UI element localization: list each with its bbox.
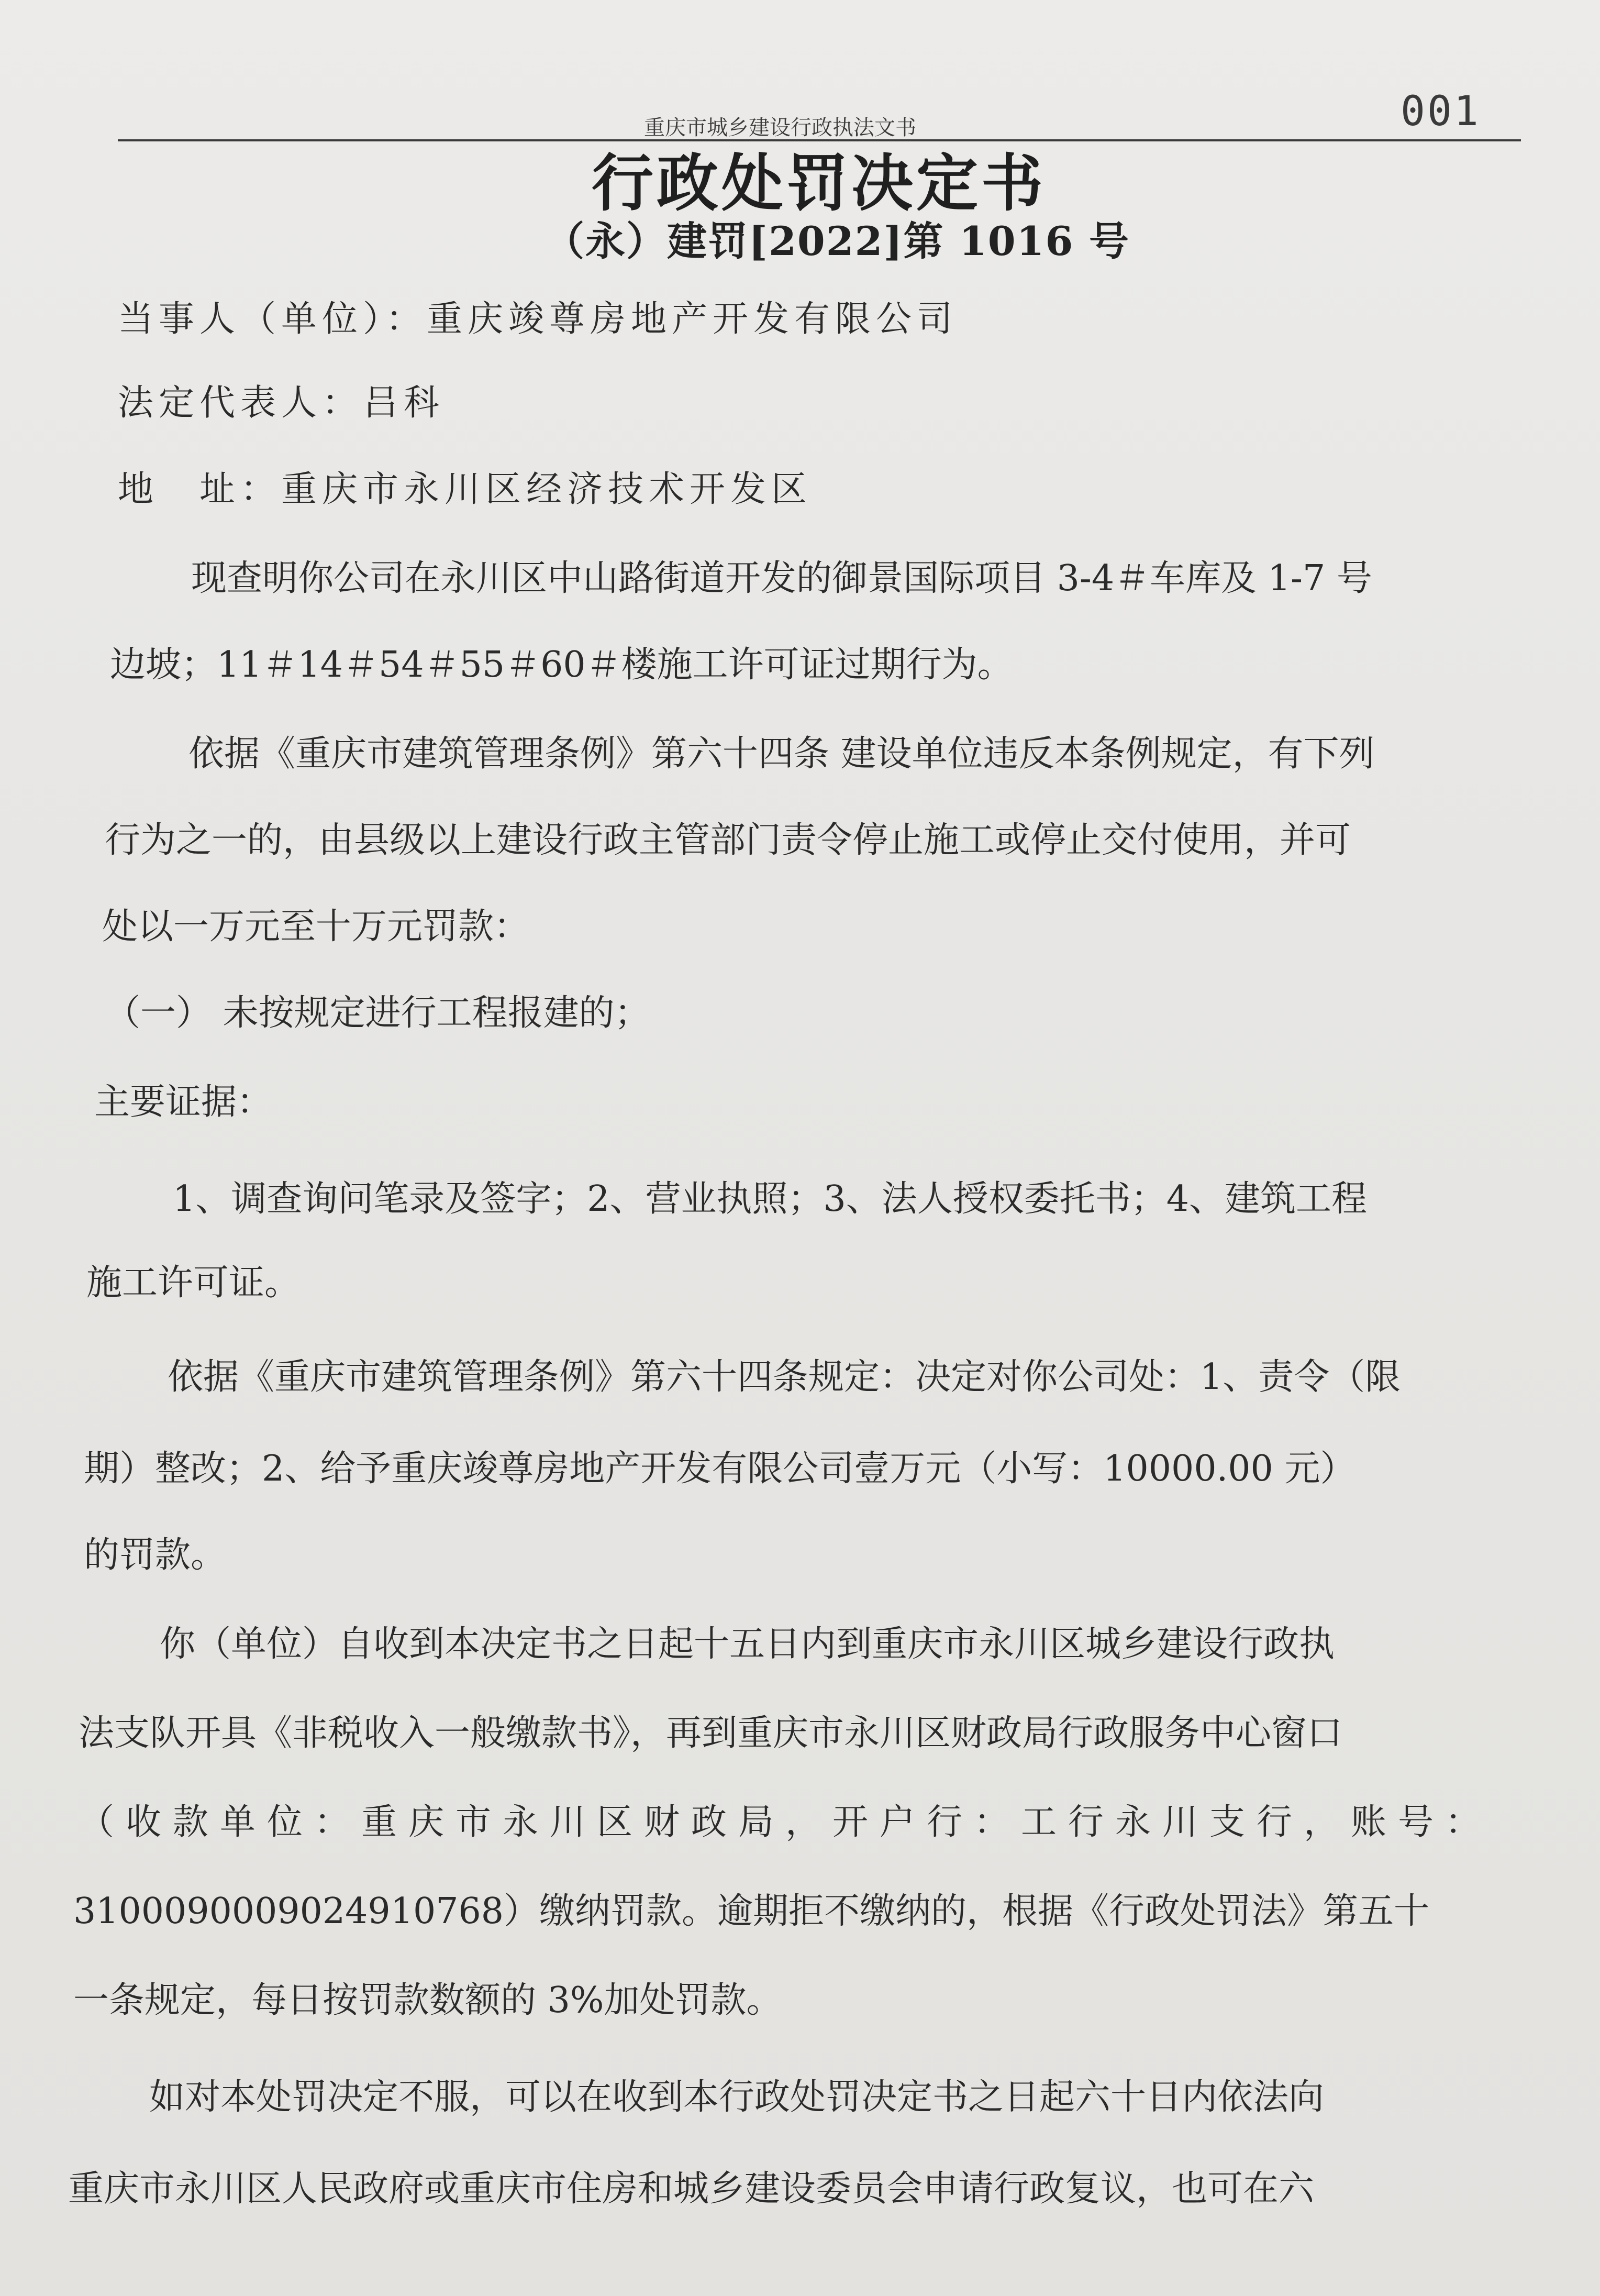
body-line: 法支队开具《非税收入一般缴款书》，再到重庆市永川区财政局行政服务中心窗口 <box>79 1713 1343 1754</box>
body-line: 重庆市永川区人民政府或重庆市住房和城乡建设委员会申请行政复议，也可在六 <box>68 2168 1315 2210</box>
body-line: 的罚款。 <box>84 1535 227 1576</box>
body-line: 1、调查询问笔录及签字；2、营业执照；3、法人授权委托书；4、建筑工程 <box>173 1178 1368 1220</box>
body-line: 现查明你公司在永川区中山路街道开发的御景国际项目 3-4＃车库及 1-7 号 <box>191 558 1372 599</box>
body-line: 如对本处罚决定不服，可以在收到本行政处罚决定书之日起六十日内依法向 <box>149 2077 1325 2118</box>
address-line: 地 址：重庆市永川区经济技术开发区 <box>118 469 813 510</box>
body-line: 依据《重庆市建筑管理条例》第六十四条规定：决定对你公司处：1、责令（限 <box>168 1356 1401 1398</box>
body-line: 主要证据： <box>94 1081 273 1123</box>
party-unit-line: 当事人（单位）：重庆竣尊房地产开发有限公司 <box>118 299 958 340</box>
body-line: 你（单位）自收到本决定书之日起十五日内到重庆市永川区城乡建设行政执 <box>160 1624 1335 1665</box>
legal-representative-line: 法定代表人：吕科 <box>118 382 445 424</box>
body-line: 一条规定，每日按罚款数额的 3%加处罚款。 <box>73 1980 782 2021</box>
document-title: 行政处罚决定书 <box>592 147 1047 219</box>
body-line: 行为之一的，由县级以上建设行政主管部门责令停止施工或停止交付使用，并可 <box>105 820 1351 861</box>
document-number: （永）建罚[2022]第 1016 号 <box>545 218 1130 264</box>
body-line: 依据《重庆市建筑管理条例》第六十四条 建设单位违反本条例规定，有下列 <box>188 733 1375 775</box>
body-line: 边坡；11＃14＃54＃55＃60＃楼施工许可证过期行为。 <box>110 644 1013 686</box>
body-line: 3100090009024910768）缴纳罚款。逾期拒不缴纳的，根据《行政处罚法》第五十 <box>73 1891 1430 1932</box>
body-line: 处以一万元至十万元罚款： <box>102 906 530 947</box>
body-line: （收款单位：重庆市永川区财政局，开户行：工行永川支行，账号： <box>79 1802 1493 1843</box>
page-number: 001 <box>1401 88 1481 135</box>
document-header-caption: 重庆市城乡建设行政执法文书 <box>644 116 916 140</box>
body-line: （一） 未按规定进行工程报建的； <box>105 992 650 1034</box>
body-line: 期）整改；2、给予重庆竣尊房地产开发有限公司壹万元（小写：10000.00 元） <box>84 1448 1356 1489</box>
body-line: 施工许可证。 <box>86 1262 301 1304</box>
